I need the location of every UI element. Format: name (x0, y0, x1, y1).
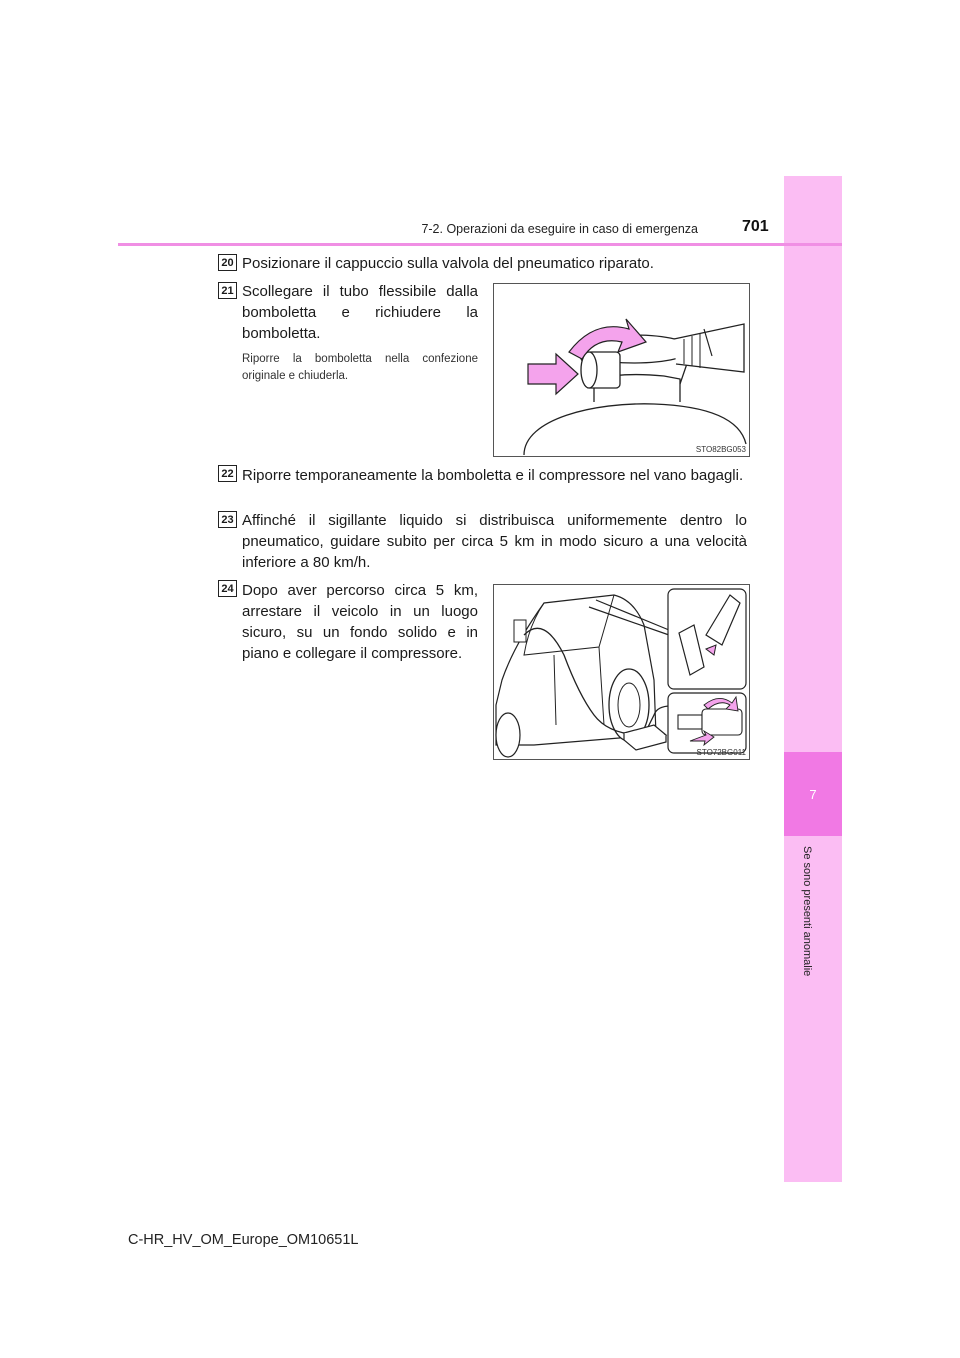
step-text-21: Scollegare il tubo flessibile dalla bomboletta e richiudere la bomboletta. (242, 283, 478, 342)
step-text-23: Affinché il sigillante liquido si distribuisca uniformemente dentro lo pneumatico, guidare subito per circa 5 km in modo sicuro a una velocità inferiore a 80 km/h. (242, 512, 747, 571)
step-number-21: 21 (218, 282, 237, 299)
step-number-23: 23 (218, 511, 237, 528)
figure-car-compressor (493, 584, 750, 760)
page-number: 701 (742, 218, 769, 235)
step-note-21: Riporre la bomboletta nella confezione originale e chiuderla. (242, 353, 478, 382)
step-text-20: Posizionare il cappuccio sulla valvola del pneumatico riparato. (242, 255, 654, 272)
document-id: C-HR_HV_OM_Europe_OM10651L (128, 1232, 359, 1248)
figure-bottle-cap (493, 283, 750, 457)
step-number-20: 20 (218, 254, 237, 271)
chapter-title: Se sono presenti anomalie (801, 846, 813, 977)
step-text-24: Dopo aver percorso circa 5 km, arrestare il veicolo in un luogo sicuro, su un fondo solido e in piano e collegare il compressore. (242, 582, 478, 662)
chapter-side-tab (784, 176, 842, 1182)
step-number-24: 24 (218, 580, 237, 597)
header-divider (118, 243, 842, 246)
bottle-cap-icon (494, 284, 748, 455)
step-text-22: Riporre temporaneamente la bomboletta e il compressore nel vano bagagli. (242, 467, 744, 484)
step-number-22: 22 (218, 465, 237, 482)
chapter-number: 7 (784, 752, 842, 836)
figure-code: STO72BG011 (696, 748, 746, 757)
car-compressor-icon (494, 585, 748, 758)
figure-code: STO82BG053 (695, 445, 746, 454)
section-title: 7-2. Operazioni da eseguire in caso di emergenza (421, 222, 698, 236)
